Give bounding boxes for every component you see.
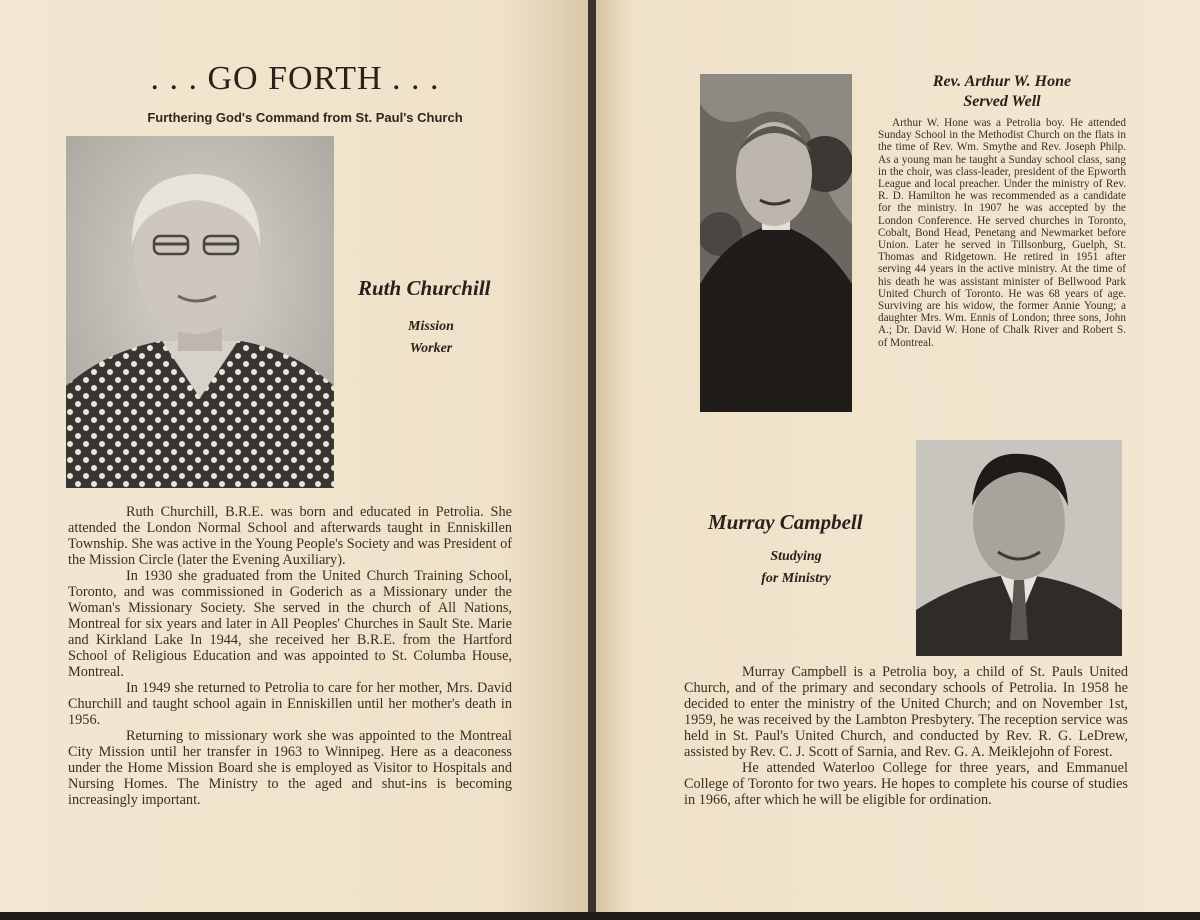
murray-campbell-name: Murray Campbell xyxy=(708,510,863,534)
role-line-1: Mission xyxy=(408,319,454,334)
arthur-hone-title xyxy=(870,72,1134,112)
bio-paragraph-1: Ruth Churchill, B.R.E. was born and educated in Petrolia. She attended the London Normal School and afterwards taught in Enniskillen Township. She was active in the Young People's Society and was President of the Mission Circle (later the Evening Auxiliary). xyxy=(68,504,512,568)
page-heading: . . . GO FORTH . . . xyxy=(150,60,440,97)
bio-paragraph-3: In 1949 she returned to Petrolia to care for her mother, Mrs. David Churchill and taught school again in Enniskillen until her mother's death in 1956. xyxy=(68,680,512,728)
title-line-2: Served Well xyxy=(963,93,1041,110)
book-spine xyxy=(588,0,596,920)
arthur-hone-bio xyxy=(878,117,1126,349)
ruth-churchill-role xyxy=(376,316,486,360)
role-line-2: for Ministry xyxy=(761,571,831,586)
page-subheading: Furthering God's Command from St. Paul's Church xyxy=(147,110,463,125)
bio-paragraph-2: He attended Waterloo College for three years, and Emmanuel College of Toronto for two years. He hopes to complete his course of studies in 1966, after which he will be eligible for ordination. xyxy=(684,760,1128,808)
murray-campbell-bio xyxy=(684,664,1128,808)
arthur-hone-photo xyxy=(700,74,852,412)
hone-paragraph: Arthur W. Hone was a Petrolia boy. He attended Sunday School in the Methodist Church on the flats in the time of Rev. Wm. Smythe and Rev. Joseph Philp. As a young man he taught a Sunday school class, sang in the choir, was class-leader, president of the Epworth League and local preacher. Under the ministry of Rev. R. D. Hamilton he was recommended as a candidate for the ministry. In 1907 he was accepted by the London Conference. He served churches in Toronto, Cobalt, Bond Head, Penetang and Newmarket before Union. Later he served in Tillsonburg, Guelph, St. Thomas and Ridgetown. He retired in 1951 after serving 44 years in the active ministry. At the time of his death he was assistant minister of Bellwood Park United Church of Toronto. He was 68 years of age. Surviving are his widow, the former Annie Young; a daughter Mrs. Wm. Ennis of London; three sons, John A.; Dr. David W. Hone of Chalk River and Robert S. of Montreal. xyxy=(878,117,1126,349)
page-bottom-edge xyxy=(0,912,1200,920)
murray-campbell-photo xyxy=(916,440,1122,656)
ruth-churchill-photo xyxy=(66,136,334,488)
ruth-churchill-bio xyxy=(68,504,512,808)
left-page xyxy=(0,0,588,912)
bio-paragraph-4: Returning to missionary work she was appointed to the Montreal City Mission until her transfer in 1963 to Winnipeg. Here as a deaconess under the Home Mission Board she is employed as Visitor to Hospitals and Nursing Homes. The Ministry to the aged and shut-ins is becoming increasingly important. xyxy=(68,728,512,808)
role-line-1: Studying xyxy=(770,549,822,564)
bio-paragraph-1: Murray Campbell is a Petrolia boy, a child of St. Pauls United Church, and of the primary and secondary schools of Petrolia. In 1958 he decided to enter the ministry of the United Church; and on November 1st, 1959, he was received by the Lambton Presbytery. The reception service was held in St. Paul's United Church, and conducted by Rev. R. G. LeDrew, assisted by Rev. C. J. Scott of Sarnia, and Rev. G. A. Meiklejohn of Forest. xyxy=(684,664,1128,760)
bio-paragraph-2: In 1930 she graduated from the United Church Training School, Toronto, and was commissioned in Goderich as a Missionary under the Woman's Missionary Society. She served in the church of All Nations, Montreal for six years and later in All Peoples' Churches in Sault Ste. Marie and Kirkland Lake In 1944, she received her B.R.E. from the Hartford School of Religious Education and was appointed to St. Columba House, Montreal. xyxy=(68,568,512,680)
role-line-2: Worker xyxy=(409,341,453,356)
title-line-1: Rev. Arthur W. Hone xyxy=(932,73,1072,90)
ruth-churchill-name: Ruth Churchill xyxy=(358,276,491,300)
murray-campbell-role xyxy=(736,546,856,590)
